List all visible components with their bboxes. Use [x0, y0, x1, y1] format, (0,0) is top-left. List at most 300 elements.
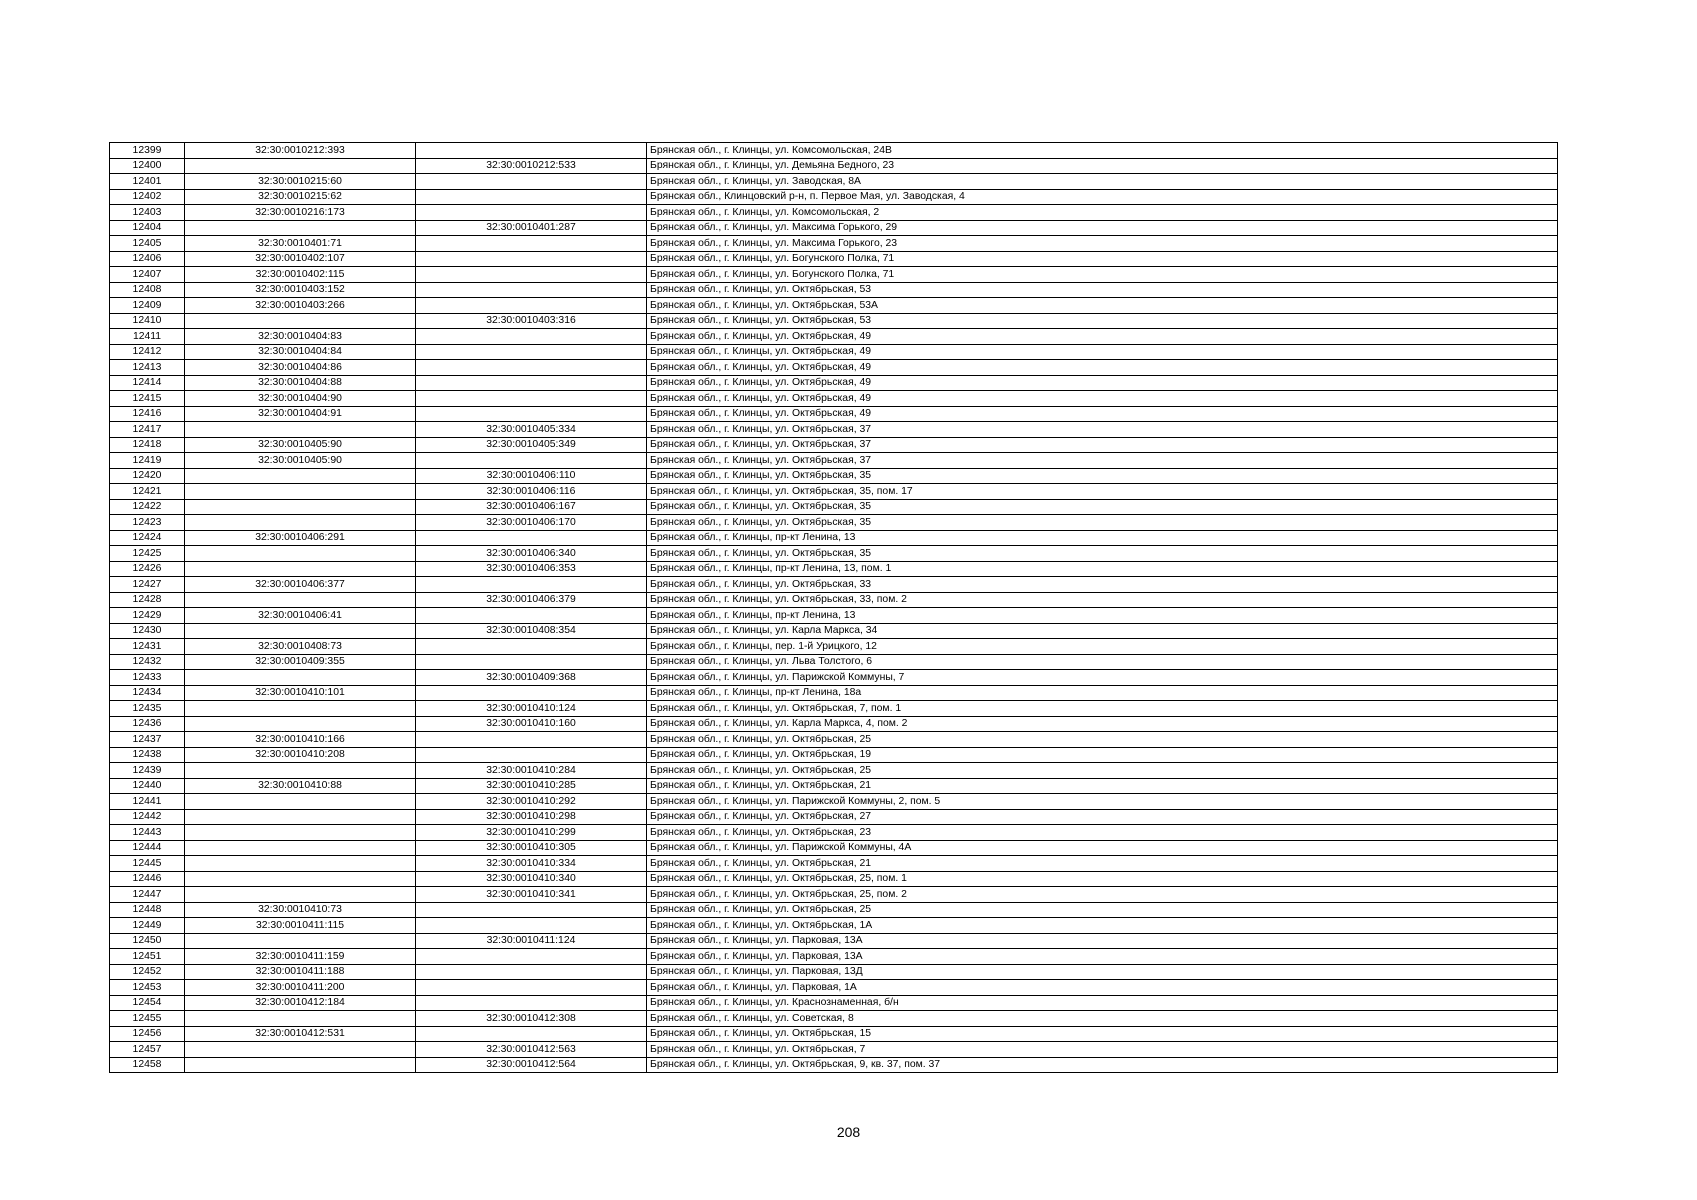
cadastral-number-cell — [185, 158, 416, 174]
cadastral-number-cell: 32:30:0010409:355 — [185, 654, 416, 670]
cadastral-number-cell — [185, 468, 416, 484]
cadastral-number-cell: 32:30:0010411:188 — [185, 964, 416, 980]
address-cell: Брянская обл., г. Клинцы, ул. Октябрьская, 49 — [647, 375, 1558, 391]
address-cell: Брянская обл., г. Клинцы, ул. Октябрьская, 7 — [647, 1042, 1558, 1058]
row-number-cell: 12423 — [110, 515, 185, 531]
related-cadastral-number-cell: 32:30:0010410:341 — [416, 887, 647, 903]
row-number-cell: 12457 — [110, 1042, 185, 1058]
table-row — [110, 794, 1558, 810]
row-number-cell: 12428 — [110, 592, 185, 608]
address-cell: Брянская обл., г. Клинцы, ул. Октябрьская, 15 — [647, 1026, 1558, 1042]
related-cadastral-number-cell: 32:30:0010410:292 — [416, 794, 647, 810]
cadastral-number-cell — [185, 933, 416, 949]
cadastral-number-cell — [185, 794, 416, 810]
related-cadastral-number-cell: 32:30:0010410:305 — [416, 840, 647, 856]
cadastral-number-cell — [185, 499, 416, 515]
cadastral-number-cell: 32:30:0010410:88 — [185, 778, 416, 794]
cadastral-number-cell: 32:30:0010410:166 — [185, 732, 416, 748]
row-number-cell: 12414 — [110, 375, 185, 391]
related-cadastral-number-cell — [416, 685, 647, 701]
cadastral-number-cell — [185, 887, 416, 903]
table-row — [110, 344, 1558, 360]
row-number-cell: 12439 — [110, 763, 185, 779]
related-cadastral-number-cell: 32:30:0010406:167 — [416, 499, 647, 515]
related-cadastral-number-cell — [416, 174, 647, 190]
cadastral-number-cell: 32:30:0010405:90 — [185, 453, 416, 469]
address-cell: Брянская обл., г. Клинцы, ул. Октябрьская, 35 — [647, 468, 1558, 484]
table-row — [110, 577, 1558, 593]
table-row — [110, 592, 1558, 608]
address-cell: Брянская обл., г. Клинцы, ул. Парковая, 13Д — [647, 964, 1558, 980]
address-cell: Брянская обл., г. Клинцы, ул. Октябрьская, 33, пом. 2 — [647, 592, 1558, 608]
row-number-cell: 12425 — [110, 546, 185, 562]
cadastral-number-cell — [185, 561, 416, 577]
cadastral-number-cell: 32:30:0010411:200 — [185, 980, 416, 996]
address-cell: Брянская обл., г. Клинцы, ул. Октябрьская, 49 — [647, 406, 1558, 422]
address-cell: Брянская обл., г. Клинцы, ул. Парковая, 13А — [647, 933, 1558, 949]
cadastral-number-cell — [185, 515, 416, 531]
row-number-cell: 12402 — [110, 189, 185, 205]
cadastral-number-cell: 32:30:0010411:115 — [185, 918, 416, 934]
related-cadastral-number-cell — [416, 980, 647, 996]
row-number-cell: 12430 — [110, 623, 185, 639]
address-cell: Брянская обл., г. Клинцы, ул. Советская, 8 — [647, 1011, 1558, 1027]
table-row — [110, 205, 1558, 221]
related-cadastral-number-cell — [416, 608, 647, 624]
related-cadastral-number-cell — [416, 298, 647, 314]
table-row — [110, 453, 1558, 469]
cadastral-number-cell: 32:30:0010401:71 — [185, 236, 416, 252]
address-cell: Брянская обл., г. Клинцы, ул. Октябрьская, 35, пом. 17 — [647, 484, 1558, 500]
row-number-cell: 12407 — [110, 267, 185, 283]
related-cadastral-number-cell — [416, 344, 647, 360]
table-row — [110, 1026, 1558, 1042]
address-cell: Брянская обл., г. Клинцы, ул. Октябрьская, 37 — [647, 422, 1558, 438]
row-number-cell: 12415 — [110, 391, 185, 407]
related-cadastral-number-cell — [416, 654, 647, 670]
related-cadastral-number-cell: 32:30:0010412:564 — [416, 1057, 647, 1073]
related-cadastral-number-cell: 32:30:0010403:316 — [416, 313, 647, 329]
table-row — [110, 747, 1558, 763]
table-row — [110, 313, 1558, 329]
address-cell: Брянская обл., г. Клинцы, ул. Парковая, 1А — [647, 980, 1558, 996]
table-row — [110, 174, 1558, 190]
table-row — [110, 608, 1558, 624]
row-number-cell: 12449 — [110, 918, 185, 934]
row-number-cell: 12417 — [110, 422, 185, 438]
related-cadastral-number-cell: 32:30:0010410:299 — [416, 825, 647, 841]
address-cell: Брянская обл., г. Клинцы, ул. Богунского Полка, 71 — [647, 251, 1558, 267]
related-cadastral-number-cell — [416, 1026, 647, 1042]
row-number-cell: 12422 — [110, 499, 185, 515]
row-number-cell: 12429 — [110, 608, 185, 624]
related-cadastral-number-cell: 32:30:0010212:533 — [416, 158, 647, 174]
table-row — [110, 546, 1558, 562]
row-number-cell: 12420 — [110, 468, 185, 484]
cadastral-number-cell — [185, 809, 416, 825]
address-cell: Брянская обл., г. Клинцы, ул. Октябрьская, 53 — [647, 313, 1558, 329]
table-row — [110, 375, 1558, 391]
cadastral-number-cell: 32:30:0010406:377 — [185, 577, 416, 593]
table-row — [110, 933, 1558, 949]
related-cadastral-number-cell — [416, 189, 647, 205]
cadastral-number-cell: 32:30:0010402:115 — [185, 267, 416, 283]
related-cadastral-number-cell — [416, 375, 647, 391]
table-row — [110, 871, 1558, 887]
row-number-cell: 12458 — [110, 1057, 185, 1073]
related-cadastral-number-cell — [416, 964, 647, 980]
address-cell: Брянская обл., г. Клинцы, ул. Комсомольская, 2 — [647, 205, 1558, 221]
related-cadastral-number-cell: 32:30:0010409:368 — [416, 670, 647, 686]
address-cell: Брянская обл., г. Клинцы, ул. Максима Горького, 29 — [647, 220, 1558, 236]
table-row — [110, 732, 1558, 748]
address-cell: Брянская обл., г. Клинцы, ул. Октябрьская, 33 — [647, 577, 1558, 593]
address-cell: Брянская обл., г. Клинцы, ул. Парижской Коммуны, 4А — [647, 840, 1558, 856]
row-number-cell: 12410 — [110, 313, 185, 329]
related-cadastral-number-cell — [416, 732, 647, 748]
address-cell: Брянская обл., г. Клинцы, ул. Октябрьская, 9, кв. 37, пом. 37 — [647, 1057, 1558, 1073]
cadastral-number-cell: 32:30:0010403:152 — [185, 282, 416, 298]
table-row — [110, 484, 1558, 500]
row-number-cell: 12427 — [110, 577, 185, 593]
address-cell: Брянская обл., г. Клинцы, ул. Октябрьская, 25, пом. 2 — [647, 887, 1558, 903]
cadastral-number-cell: 32:30:0010412:184 — [185, 995, 416, 1011]
cadastral-number-cell: 32:30:0010215:62 — [185, 189, 416, 205]
table-row — [110, 530, 1558, 546]
address-cell: Брянская обл., г. Клинцы, ул. Октябрьская, 27 — [647, 809, 1558, 825]
table-row — [110, 1042, 1558, 1058]
row-number-cell: 12399 — [110, 143, 185, 159]
table-row — [110, 298, 1558, 314]
row-number-cell: 12419 — [110, 453, 185, 469]
cadastral-number-cell — [185, 825, 416, 841]
row-number-cell: 12440 — [110, 778, 185, 794]
table-row — [110, 282, 1558, 298]
cadastral-number-cell: 32:30:0010406:41 — [185, 608, 416, 624]
address-cell: Брянская обл., Клинцовский р-н, п. Первое Мая, ул. Заводская, 4 — [647, 189, 1558, 205]
related-cadastral-number-cell — [416, 267, 647, 283]
related-cadastral-number-cell: 32:30:0010410:285 — [416, 778, 647, 794]
row-number-cell: 12452 — [110, 964, 185, 980]
cadastral-number-cell — [185, 592, 416, 608]
related-cadastral-number-cell: 32:30:0010406:110 — [416, 468, 647, 484]
table-row — [110, 840, 1558, 856]
row-number-cell: 12421 — [110, 484, 185, 500]
address-cell: Брянская обл., г. Клинцы, пр-кт Ленина, 18а — [647, 685, 1558, 701]
row-number-cell: 12432 — [110, 654, 185, 670]
row-number-cell: 12437 — [110, 732, 185, 748]
cadastral-number-cell — [185, 546, 416, 562]
table-row — [110, 716, 1558, 732]
cadastral-number-cell — [185, 422, 416, 438]
table-row — [110, 515, 1558, 531]
address-cell: Брянская обл., г. Клинцы, пр-кт Ленина, 13 — [647, 530, 1558, 546]
related-cadastral-number-cell: 32:30:0010408:354 — [416, 623, 647, 639]
related-cadastral-number-cell — [416, 747, 647, 763]
related-cadastral-number-cell — [416, 995, 647, 1011]
related-cadastral-number-cell: 32:30:0010406:116 — [416, 484, 647, 500]
address-cell: Брянская обл., г. Клинцы, ул. Льва Толстого, 6 — [647, 654, 1558, 670]
row-number-cell: 12436 — [110, 716, 185, 732]
address-cell: Брянская обл., г. Клинцы, ул. Карла Маркса, 34 — [647, 623, 1558, 639]
cadastral-number-cell: 32:30:0010411:159 — [185, 949, 416, 965]
cadastral-number-cell — [185, 623, 416, 639]
cadastral-number-cell: 32:30:0010406:291 — [185, 530, 416, 546]
page-number: 208 — [836, 1124, 861, 1140]
cadastral-number-cell — [185, 1042, 416, 1058]
address-cell: Брянская обл., г. Клинцы, ул. Октябрьская, 35 — [647, 515, 1558, 531]
table-row — [110, 949, 1558, 965]
related-cadastral-number-cell: 32:30:0010406:340 — [416, 546, 647, 562]
cadastral-number-cell: 32:30:0010212:393 — [185, 143, 416, 159]
related-cadastral-number-cell: 32:30:0010410:334 — [416, 856, 647, 872]
table-row — [110, 143, 1558, 159]
row-number-cell: 12411 — [110, 329, 185, 345]
related-cadastral-number-cell: 32:30:0010410:160 — [416, 716, 647, 732]
table-row — [110, 267, 1558, 283]
cadastral-number-cell: 32:30:0010403:266 — [185, 298, 416, 314]
address-cell: Брянская обл., г. Клинцы, ул. Октябрьская, 49 — [647, 360, 1558, 376]
row-number-cell: 12453 — [110, 980, 185, 996]
related-cadastral-number-cell — [416, 329, 647, 345]
row-number-cell: 12404 — [110, 220, 185, 236]
cadastral-number-cell — [185, 220, 416, 236]
cadastral-number-cell — [185, 871, 416, 887]
related-cadastral-number-cell: 32:30:0010410:284 — [416, 763, 647, 779]
related-cadastral-number-cell: 32:30:0010411:124 — [416, 933, 647, 949]
address-cell: Брянская обл., г. Клинцы, ул. Октябрьская, 21 — [647, 778, 1558, 794]
row-number-cell: 12403 — [110, 205, 185, 221]
cadastral-number-cell — [185, 1057, 416, 1073]
cadastral-number-cell — [185, 856, 416, 872]
table-row — [110, 887, 1558, 903]
address-cell: Брянская обл., г. Клинцы, ул. Октябрьская, 21 — [647, 856, 1558, 872]
row-number-cell: 12405 — [110, 236, 185, 252]
related-cadastral-number-cell — [416, 143, 647, 159]
row-number-cell: 12454 — [110, 995, 185, 1011]
cadastral-number-cell — [185, 313, 416, 329]
table-row — [110, 980, 1558, 996]
related-cadastral-number-cell: 32:30:0010410:124 — [416, 701, 647, 717]
table-row — [110, 856, 1558, 872]
related-cadastral-number-cell — [416, 639, 647, 655]
table-row — [110, 236, 1558, 252]
related-cadastral-number-cell: 32:30:0010410:340 — [416, 871, 647, 887]
table-row — [110, 670, 1558, 686]
related-cadastral-number-cell — [416, 391, 647, 407]
related-cadastral-number-cell: 32:30:0010405:349 — [416, 437, 647, 453]
table-row — [110, 220, 1558, 236]
cadastral-number-cell — [185, 701, 416, 717]
address-cell: Брянская обл., г. Клинцы, ул. Комсомольская, 24В — [647, 143, 1558, 159]
address-cell: Брянская обл., г. Клинцы, ул. Октябрьская, 49 — [647, 391, 1558, 407]
address-cell: Брянская обл., г. Клинцы, ул. Демьяна Бедного, 23 — [647, 158, 1558, 174]
related-cadastral-number-cell — [416, 360, 647, 376]
related-cadastral-number-cell — [416, 902, 647, 918]
cadastral-number-cell: 32:30:0010412:531 — [185, 1026, 416, 1042]
row-number-cell: 12443 — [110, 825, 185, 841]
table-row — [110, 468, 1558, 484]
row-number-cell: 12412 — [110, 344, 185, 360]
address-cell: Брянская обл., г. Клинцы, ул. Заводская, 8А — [647, 174, 1558, 190]
registry-table — [109, 142, 1558, 1073]
table-row — [110, 778, 1558, 794]
row-number-cell: 12450 — [110, 933, 185, 949]
cadastral-number-cell: 32:30:0010404:86 — [185, 360, 416, 376]
row-number-cell: 12408 — [110, 282, 185, 298]
row-number-cell: 12416 — [110, 406, 185, 422]
table-row — [110, 918, 1558, 934]
row-number-cell: 12409 — [110, 298, 185, 314]
related-cadastral-number-cell: 32:30:0010412:563 — [416, 1042, 647, 1058]
address-cell: Брянская обл., г. Клинцы, ул. Парковая, 13А — [647, 949, 1558, 965]
row-number-cell: 12426 — [110, 561, 185, 577]
cadastral-number-cell: 32:30:0010410:208 — [185, 747, 416, 763]
row-number-cell: 12400 — [110, 158, 185, 174]
row-number-cell: 12406 — [110, 251, 185, 267]
address-cell: Брянская обл., г. Клинцы, ул. Октябрьская, 25, пом. 1 — [647, 871, 1558, 887]
address-cell: Брянская обл., г. Клинцы, ул. Октябрьская, 25 — [647, 763, 1558, 779]
related-cadastral-number-cell — [416, 577, 647, 593]
cadastral-number-cell: 32:30:0010405:90 — [185, 437, 416, 453]
row-number-cell: 12418 — [110, 437, 185, 453]
table-row — [110, 406, 1558, 422]
row-number-cell: 12446 — [110, 871, 185, 887]
table-row — [110, 391, 1558, 407]
related-cadastral-number-cell — [416, 530, 647, 546]
row-number-cell: 12413 — [110, 360, 185, 376]
cadastral-number-cell: 32:30:0010402:107 — [185, 251, 416, 267]
table-row — [110, 701, 1558, 717]
related-cadastral-number-cell: 32:30:0010410:298 — [416, 809, 647, 825]
address-cell: Брянская обл., г. Клинцы, пер. 1-й Урицкого, 12 — [647, 639, 1558, 655]
cadastral-number-cell: 32:30:0010404:83 — [185, 329, 416, 345]
row-number-cell: 12442 — [110, 809, 185, 825]
table-row — [110, 329, 1558, 345]
address-cell: Брянская обл., г. Клинцы, ул. Октябрьская, 35 — [647, 499, 1558, 515]
table-row — [110, 422, 1558, 438]
row-number-cell: 12456 — [110, 1026, 185, 1042]
address-cell: Брянская обл., г. Клинцы, ул. Октябрьская, 19 — [647, 747, 1558, 763]
address-cell: Брянская обл., г. Клинцы, ул. Краснознаменная, б/н — [647, 995, 1558, 1011]
cadastral-number-cell: 32:30:0010410:101 — [185, 685, 416, 701]
table-row — [110, 1057, 1558, 1073]
cadastral-number-cell — [185, 763, 416, 779]
row-number-cell: 12438 — [110, 747, 185, 763]
address-cell: Брянская обл., г. Клинцы, ул. Октябрьская, 25 — [647, 902, 1558, 918]
row-number-cell: 12424 — [110, 530, 185, 546]
table-row — [110, 189, 1558, 205]
related-cadastral-number-cell: 32:30:0010406:353 — [416, 561, 647, 577]
row-number-cell: 12455 — [110, 1011, 185, 1027]
address-cell: Брянская обл., г. Клинцы, ул. Октябрьская, 37 — [647, 437, 1558, 453]
table-row — [110, 809, 1558, 825]
address-cell: Брянская обл., г. Клинцы, ул. Октябрьская, 37 — [647, 453, 1558, 469]
related-cadastral-number-cell: 32:30:0010405:334 — [416, 422, 647, 438]
address-cell: Брянская обл., г. Клинцы, ул. Парижской Коммуны, 7 — [647, 670, 1558, 686]
table-row — [110, 825, 1558, 841]
related-cadastral-number-cell: 32:30:0010406:379 — [416, 592, 647, 608]
table-row — [110, 623, 1558, 639]
address-cell: Брянская обл., г. Клинцы, ул. Карла Маркса, 4, пом. 2 — [647, 716, 1558, 732]
table-row — [110, 995, 1558, 1011]
table-row — [110, 639, 1558, 655]
table-row — [110, 763, 1558, 779]
row-number-cell: 12434 — [110, 685, 185, 701]
cadastral-number-cell — [185, 716, 416, 732]
registry-table-body — [110, 143, 1558, 1073]
table-row — [110, 964, 1558, 980]
row-number-cell: 12431 — [110, 639, 185, 655]
table-row — [110, 685, 1558, 701]
table-row — [110, 1011, 1558, 1027]
related-cadastral-number-cell — [416, 453, 647, 469]
address-cell: Брянская обл., г. Клинцы, ул. Октябрьская, 53А — [647, 298, 1558, 314]
table-row — [110, 561, 1558, 577]
cadastral-number-cell: 32:30:0010215:60 — [185, 174, 416, 190]
row-number-cell: 12451 — [110, 949, 185, 965]
address-cell: Брянская обл., г. Клинцы, пр-кт Ленина, 13, пом. 1 — [647, 561, 1558, 577]
address-cell: Брянская обл., г. Клинцы, ул. Октябрьская, 53 — [647, 282, 1558, 298]
related-cadastral-number-cell — [416, 282, 647, 298]
row-number-cell: 12441 — [110, 794, 185, 810]
address-cell: Брянская обл., г. Клинцы, ул. Октябрьская, 23 — [647, 825, 1558, 841]
address-cell: Брянская обл., г. Клинцы, пр-кт Ленина, 13 — [647, 608, 1558, 624]
address-cell: Брянская обл., г. Клинцы, ул. Октябрьская, 25 — [647, 732, 1558, 748]
address-cell: Брянская обл., г. Клинцы, ул. Октябрьская, 7, пом. 1 — [647, 701, 1558, 717]
table-row — [110, 251, 1558, 267]
row-number-cell: 12448 — [110, 902, 185, 918]
related-cadastral-number-cell: 32:30:0010406:170 — [416, 515, 647, 531]
row-number-cell: 12447 — [110, 887, 185, 903]
related-cadastral-number-cell — [416, 918, 647, 934]
table-row — [110, 158, 1558, 174]
address-cell: Брянская обл., г. Клинцы, ул. Богунского Полка, 71 — [647, 267, 1558, 283]
related-cadastral-number-cell — [416, 251, 647, 267]
table-row — [110, 902, 1558, 918]
address-cell: Брянская обл., г. Клинцы, ул. Октябрьская, 35 — [647, 546, 1558, 562]
row-number-cell: 12433 — [110, 670, 185, 686]
cadastral-number-cell — [185, 670, 416, 686]
cadastral-number-cell: 32:30:0010408:73 — [185, 639, 416, 655]
row-number-cell: 12444 — [110, 840, 185, 856]
related-cadastral-number-cell — [416, 205, 647, 221]
cadastral-number-cell: 32:30:0010404:90 — [185, 391, 416, 407]
address-cell: Брянская обл., г. Клинцы, ул. Парижской Коммуны, 2, пом. 5 — [647, 794, 1558, 810]
cadastral-number-cell: 32:30:0010404:88 — [185, 375, 416, 391]
address-cell: Брянская обл., г. Клинцы, ул. Максима Горького, 23 — [647, 236, 1558, 252]
address-cell: Брянская обл., г. Клинцы, ул. Октябрьская, 49 — [647, 344, 1558, 360]
table-row — [110, 654, 1558, 670]
table-row — [110, 437, 1558, 453]
table-row — [110, 360, 1558, 376]
row-number-cell: 12435 — [110, 701, 185, 717]
cadastral-number-cell: 32:30:0010404:91 — [185, 406, 416, 422]
table-row — [110, 499, 1558, 515]
cadastral-number-cell: 32:30:0010404:84 — [185, 344, 416, 360]
related-cadastral-number-cell: 32:30:0010401:287 — [416, 220, 647, 236]
cadastral-number-cell — [185, 1011, 416, 1027]
cadastral-number-cell — [185, 484, 416, 500]
cadastral-number-cell — [185, 840, 416, 856]
cadastral-number-cell: 32:30:0010216:173 — [185, 205, 416, 221]
related-cadastral-number-cell — [416, 406, 647, 422]
cadastral-number-cell: 32:30:0010410:73 — [185, 902, 416, 918]
row-number-cell: 12401 — [110, 174, 185, 190]
address-cell: Брянская обл., г. Клинцы, ул. Октябрьская, 1А — [647, 918, 1558, 934]
related-cadastral-number-cell — [416, 949, 647, 965]
address-cell: Брянская обл., г. Клинцы, ул. Октябрьская, 49 — [647, 329, 1558, 345]
